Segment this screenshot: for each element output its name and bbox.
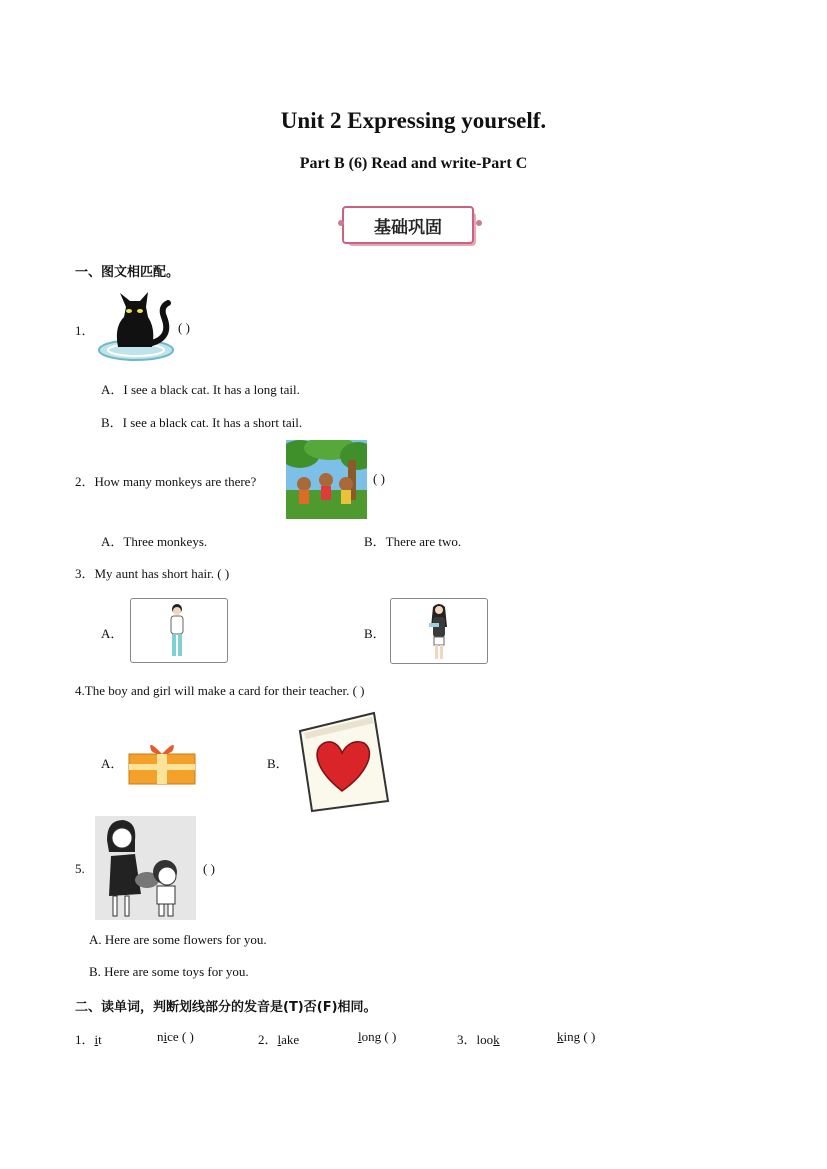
s2-item-1-word-2: nice ( ) [157,1029,194,1044]
black-cat-image [98,287,176,363]
banner-label: 基础巩固 [342,206,474,244]
q2-stem: 2．How many monkeys are there? [75,474,257,489]
q4-option-a-label: A． [101,756,124,771]
q4-option-b-label: B． [267,756,289,771]
section-1-heading: 一、图文相匹配。 [75,265,180,280]
gift-box-image [127,736,197,786]
q5-number: 5. [75,861,85,876]
heart-card-image [294,709,390,813]
section-2-heading: 二、读单词，判断划线部分的发音是(T)否(F)相同。 [75,1000,377,1015]
flowers-gift-image [95,816,196,920]
q1-option-b: B．I see a black cat. It has a short tail. [101,415,303,430]
s2-item-3-word-2: king ( ) [557,1029,596,1044]
q5-option-b: B. Here are some toys for you. [89,964,249,979]
q1-number: 1． [75,323,95,338]
q5-option-a: A. Here are some flowers for you. [89,932,267,947]
page-subtitle: Part B (6) Read and write-Part C [299,155,528,172]
s2-item-1: 1．it [75,1032,102,1047]
q3-stem: 3．My aunt has short hair. ( ) [75,566,230,581]
q2-bracket: ( ) [373,471,385,486]
q2-option-b: B．There are two. [364,534,462,549]
s2-item-2: 2．lake [258,1032,300,1047]
q2-option-a: A．Three monkeys. [101,534,208,549]
page-title: Unit 2 Expressing yourself. [280,108,547,133]
q1-bracket: ( ) [178,320,190,335]
q3-option-a-label: A． [101,626,124,641]
section-banner [342,204,482,248]
short-hair-woman-image [130,598,228,663]
s2-item-3: 3．look [457,1032,500,1047]
monkeys-image [286,440,367,519]
s2-item-2-word-2: long ( ) [358,1029,397,1044]
q5-bracket: ( ) [203,861,215,876]
q3-option-b-label: B． [364,626,386,641]
q1-option-a: A．I see a black cat. It has a long tail. [101,382,300,397]
long-hair-woman-image [390,598,488,664]
q4-stem: 4.The boy and girl will make a card for their teacher. ( ) [75,683,365,698]
